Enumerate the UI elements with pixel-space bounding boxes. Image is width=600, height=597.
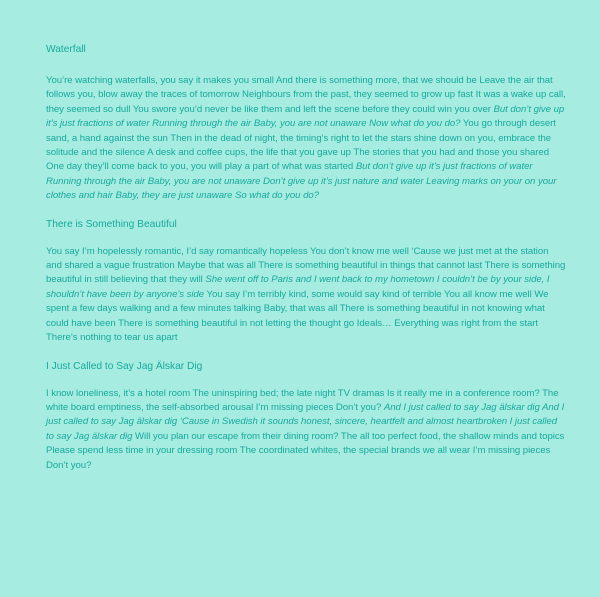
- lyrics-segment-italic: She went off to Paris and I went back to my hometown I couldn’t be by your side, I shouldn’t have been by anyone’s side: [46, 274, 550, 300]
- song-lyrics: [46, 74, 566, 204]
- song-there-is-something-beautiful: [46, 218, 566, 346]
- song-lyrics: [46, 245, 566, 346]
- song-lyrics: [46, 387, 566, 473]
- lyrics-segment: You say I’m terribly kind, some would say kind of terrible You all know me well We spent a few days walking and a few minutes talking Baby, that was all There is something beautiful in not knowing what could have been There is something beautiful in not letting the thought go Ideals… Everything was right from the start There’s nothing to tear us apart: [46, 288, 549, 344]
- song-i-just-called-to-say: [46, 360, 566, 473]
- lyrics-page: [46, 43, 566, 487]
- lyrics-segment-italic: But don’t give up it’s just fractions of water Running through the air Baby, you are not unaware Don’t give up it’s just nature and water Leaving marks on your on your clothes and hair Baby, they are just unaware So what do you do?: [46, 161, 557, 202]
- song-waterfall: [46, 43, 566, 204]
- lyrics-segment: You’re watching waterfalls, you say it makes you small And there is something more, that we should be Leave the air that follows you, blow away the traces of tomorrow Neighbours from the past, they seemed to grow up fast It was a wake up call, they seemed so dull You swore you’d never be like them and left the scene before they could win you over: [46, 75, 566, 115]
- lyrics-segment-italic: And I just called to say Jag älskar dig And I just called to say Jag älskar dig ‘Cause in Swedish it sounds honest, sincere, heartfelt and almost heartbroken I just called to say Jag älskar dig: [46, 401, 565, 442]
- lyrics-segment: You go through desert sand, a hand against the sun Then in the dead of night, the timing’s right to let the stars shine down on you, embrace the solitude and the silence A desk and coffee cups, the life that you gave up The stories that you had and those you shared One day they’ll come back to you, you will play a part of what was started: [46, 118, 556, 173]
- lyrics-segment: I know loneliness, it’s a hotel room The uninspiring bed; the late night TV dramas Is it really me in a conference room? The white board emptiness, the self-absorbed arousal I’m missing pieces Don’t you?: [46, 387, 559, 413]
- song-title: I Just Called to Say Jag Älskar Dig: [46, 360, 203, 372]
- song-title: There is Something Beautiful: [46, 218, 177, 230]
- song-title: Waterfall: [46, 44, 86, 55]
- lyrics-segment-italic: But don’t give up it’s just fractions of water Running through the air Baby, you are not unaware Now what do you do?: [46, 103, 565, 130]
- lyrics-segment: You say I’m hopelessly romantic, I’d say romantically hopeless You don’t know me well ‘Cause we just met at the station and shared a vague frustration Maybe that was all There is something beautiful in things that cannot last There is something beautiful in still believing that they will: [46, 245, 566, 286]
- lyrics-segment: Will you plan our escape from their dining room? The all too perfect food, the shallow minds and topics Please spend less time in your dressing room The coordinated whites, the special brands we all wear I’m missing pieces Don’t you?: [46, 430, 565, 471]
